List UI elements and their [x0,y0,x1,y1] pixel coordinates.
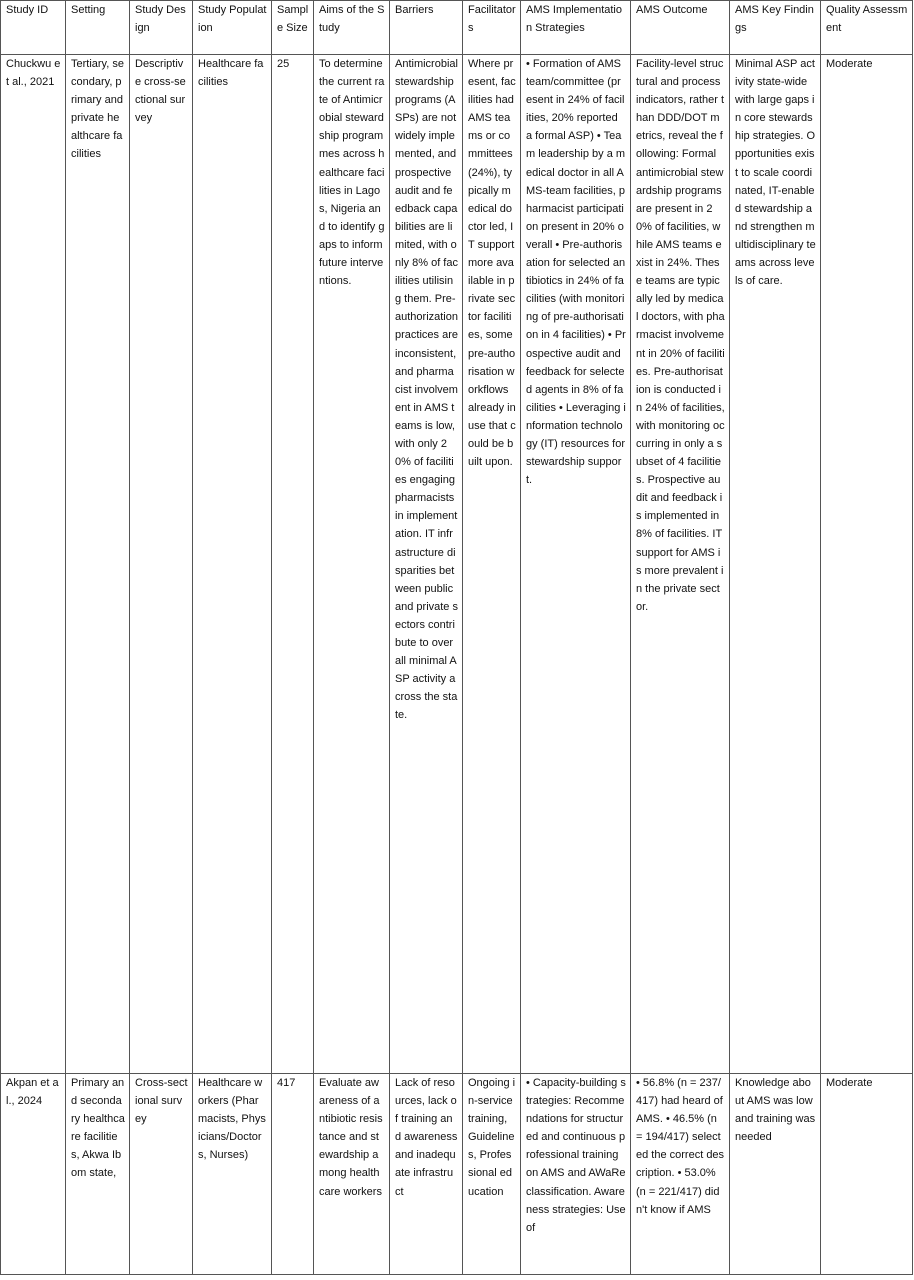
cell-ams-strategies: • Formation of AMS team/committee (present in 24% of facilities, 20% reported a formal ASP) • Team leadership by a medical doctor in all AMS-team facilities, pharmacist participation present in 20% overall • Pre-authorisation for selected antibiotics in 24% of facilities (with monitoring of pre-authorisation in 4 facilities) • Prospective audit and feedback for selected agents in 8% of facilities • Leveraging information technology (IT) resources for stewardship support. [521,55,631,1074]
cell-setting: Tertiary, secondary, primary and private healthcare facilities [66,55,130,1074]
header-barriers: Barriers [390,1,463,55]
header-quality-assessment: Quality Assessment [821,1,913,55]
header-ams-strategies: AMS Implementation Strategies [521,1,631,55]
cell-facilitators: Ongoing in-service training, Guidelines, Professional education [463,1074,521,1275]
header-row [1,1,913,55]
cell-quality-assessment: Moderate [821,1074,913,1275]
cell-study-design: Cross-sectional survey [130,1074,193,1275]
cell-ams-key-findings: Minimal ASP activity state-wide with large gaps in core stewardship strategies. Opportunities exist to scale coordinated, IT-enabled stewardship and strengthen multidisciplinary teams across levels of care. [730,55,821,1074]
header-aims: Aims of the Study [314,1,390,55]
cell-facilitators: Where present, facilities had AMS teams or committees (24%), typically medical doctor led, IT support more available in private sector facilities, some pre-authorisation workflows already in use that could be built upon. [463,55,521,1074]
table-row [1,55,913,1074]
cell-ams-strategies: • Capacity-building strategies: Recommendations for structured and continuous professional training on AMS and AWaRe classification. Awareness strategies: Use of [521,1074,631,1275]
cell-setting: Primary and secondary healthcare facilities, Akwa Ibom state, [66,1074,130,1275]
header-sample-size: Sample Size [272,1,314,55]
header-facilitators: Facilitators [463,1,521,55]
cell-study-id: Akpan et al., 2024 [1,1074,66,1275]
header-study-id: Study ID [1,1,66,55]
cell-ams-outcome: • 56.8% (n = 237/417) had heard of AMS. • 46.5% (n = 194/417) selected the correct description. • 53.0% (n = 221/417) didn't know if AMS [631,1074,730,1275]
header-study-population: Study Population [193,1,272,55]
cell-aims: Evaluate awareness of antibiotic resistance and stewardship among healthcare workers [314,1074,390,1275]
table-row [1,1074,913,1275]
cell-study-id: Chuckwu et al., 2021 [1,55,66,1074]
cell-sample-size: 25 [272,55,314,1074]
cell-aims: To determine the current rate of Antimicrobial stewardship programmes across healthcare facilities in Lagos, Nigeria and to identify gaps to inform future interventions. [314,55,390,1074]
header-ams-key-findings: AMS Key Findings [730,1,821,55]
cell-ams-outcome: Facility-level structural and process indicators, rather than DDD/DOT metrics, reveal the following: Formal antimicrobial stewardship programs are present in 20% of facilities, while AMS teams exist in 24%. These teams are typically led by medical doctors, with pharmacist involvement in 20% of facilities. Pre-authorisation is conducted in 24% of facilities, with monitoring occurring in only a subset of 4 facilities. Prospective audit and feedback is implemented in 8% of facilities. IT support for AMS is more prevalent in the private sector. [631,55,730,1074]
cell-ams-key-findings: Knowledge about AMS was low and training was needed [730,1074,821,1275]
header-study-design: Study Design [130,1,193,55]
cell-study-population: Healthcare facilities [193,55,272,1074]
cell-quality-assessment: Moderate [821,55,913,1074]
cell-study-population: Healthcare workers (Pharmacists, Physicians/Doctors, Nurses) [193,1074,272,1275]
header-setting: Setting [66,1,130,55]
cell-barriers: Antimicrobial stewardship programs (ASPs) are not widely implemented, and prospective audit and feedback capabilities are limited, with only 8% of facilities utilising them. Pre-authorization practices are inconsistent, and pharmacist involvement in AMS teams is low, with only 20% of facilities engaging pharmacists in implementation. IT infrastructure disparities between public and private sectors contribute to overall minimal ASP activity across the state. [390,55,463,1074]
cell-sample-size: 417 [272,1074,314,1275]
cell-barriers: Lack of resources, lack of training and awareness and inadequate infrastruct [390,1074,463,1275]
header-ams-outcome: AMS Outcome [631,1,730,55]
cell-study-design: Descriptive cross-sectional survey [130,55,193,1074]
